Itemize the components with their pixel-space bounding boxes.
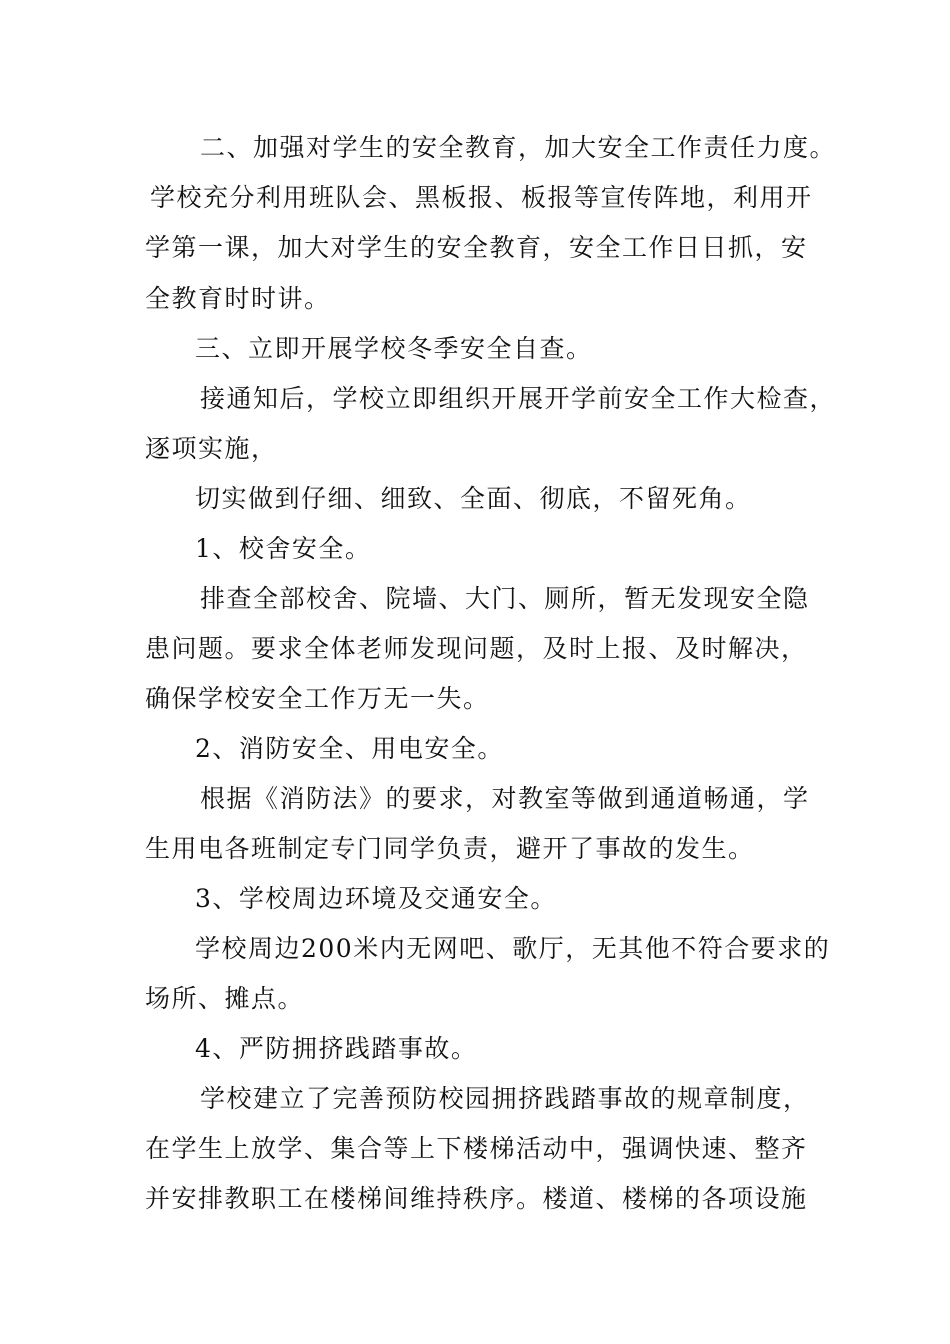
paragraph-3-line-1: 接通知后，学校立即组织开展开学前安全工作大检查， [200, 384, 837, 413]
paragraph-8-line-1: 根据《消防法》的要求，对教室等做到通道畅通，学 [200, 784, 810, 813]
paragraph-8-line-2: 生用电各班制定专门同学负责，避开了事故的发生。 [145, 834, 755, 863]
paragraph-5-line-1: 1、校舍安全。 [195, 534, 372, 563]
paragraph-9-line-1: 3、学校周边环境及交通安全。 [195, 884, 557, 913]
paragraph-10-line-1: 学校周边200米内无网吧、歌厅，无其他不符合要求的 [195, 934, 831, 963]
paragraph-2-line-1: 三、立即开展学校冬季安全自查。 [195, 334, 593, 363]
paragraph-12-line-2: 在学生上放学、集合等上下楼梯活动中，强调快速、整齐 [145, 1134, 808, 1163]
paragraph-10-line-2: 场所、摊点。 [145, 984, 305, 1013]
paragraph-6-line-3: 确保学校安全工作万无一失。 [145, 684, 490, 713]
paragraph-1-line-2: 学校充分利用班队会、黑板报、板报等宣传阵地，利用开 [150, 183, 813, 212]
paragraph-1-line-1: 二、加强对学生的安全教育，加大安全工作责任力度。 [200, 133, 837, 162]
paragraph-6-line-2: 患问题。要求全体老师发现问题，及时上报、及时解决， [145, 634, 808, 663]
paragraph-3-line-2: 逐项实施， [145, 434, 278, 463]
paragraph-4-line-1: 切实做到仔细、细致、全面、彻底，不留死角。 [195, 484, 752, 513]
paragraph-1-line-3: 学第一课，加大对学生的安全教育，安全工作日日抓，安 [145, 233, 808, 262]
paragraph-11-line-1: 4、严防拥挤践踏事故。 [195, 1034, 478, 1063]
paragraph-7-line-1: 2、消防安全、用电安全。 [195, 734, 504, 763]
paragraph-1-line-4: 全教育时时讲。 [145, 284, 331, 313]
paragraph-12-line-1: 学校建立了完善预防校园拥挤践踏事故的规章制度， [200, 1084, 810, 1113]
paragraph-6-line-1: 排查全部校舍、院墙、大门、厕所，暂无发现安全隐 [200, 584, 810, 613]
paragraph-12-line-3: 并安排教职工在楼梯间维持秩序。楼道、楼梯的各项设施 [145, 1184, 808, 1213]
